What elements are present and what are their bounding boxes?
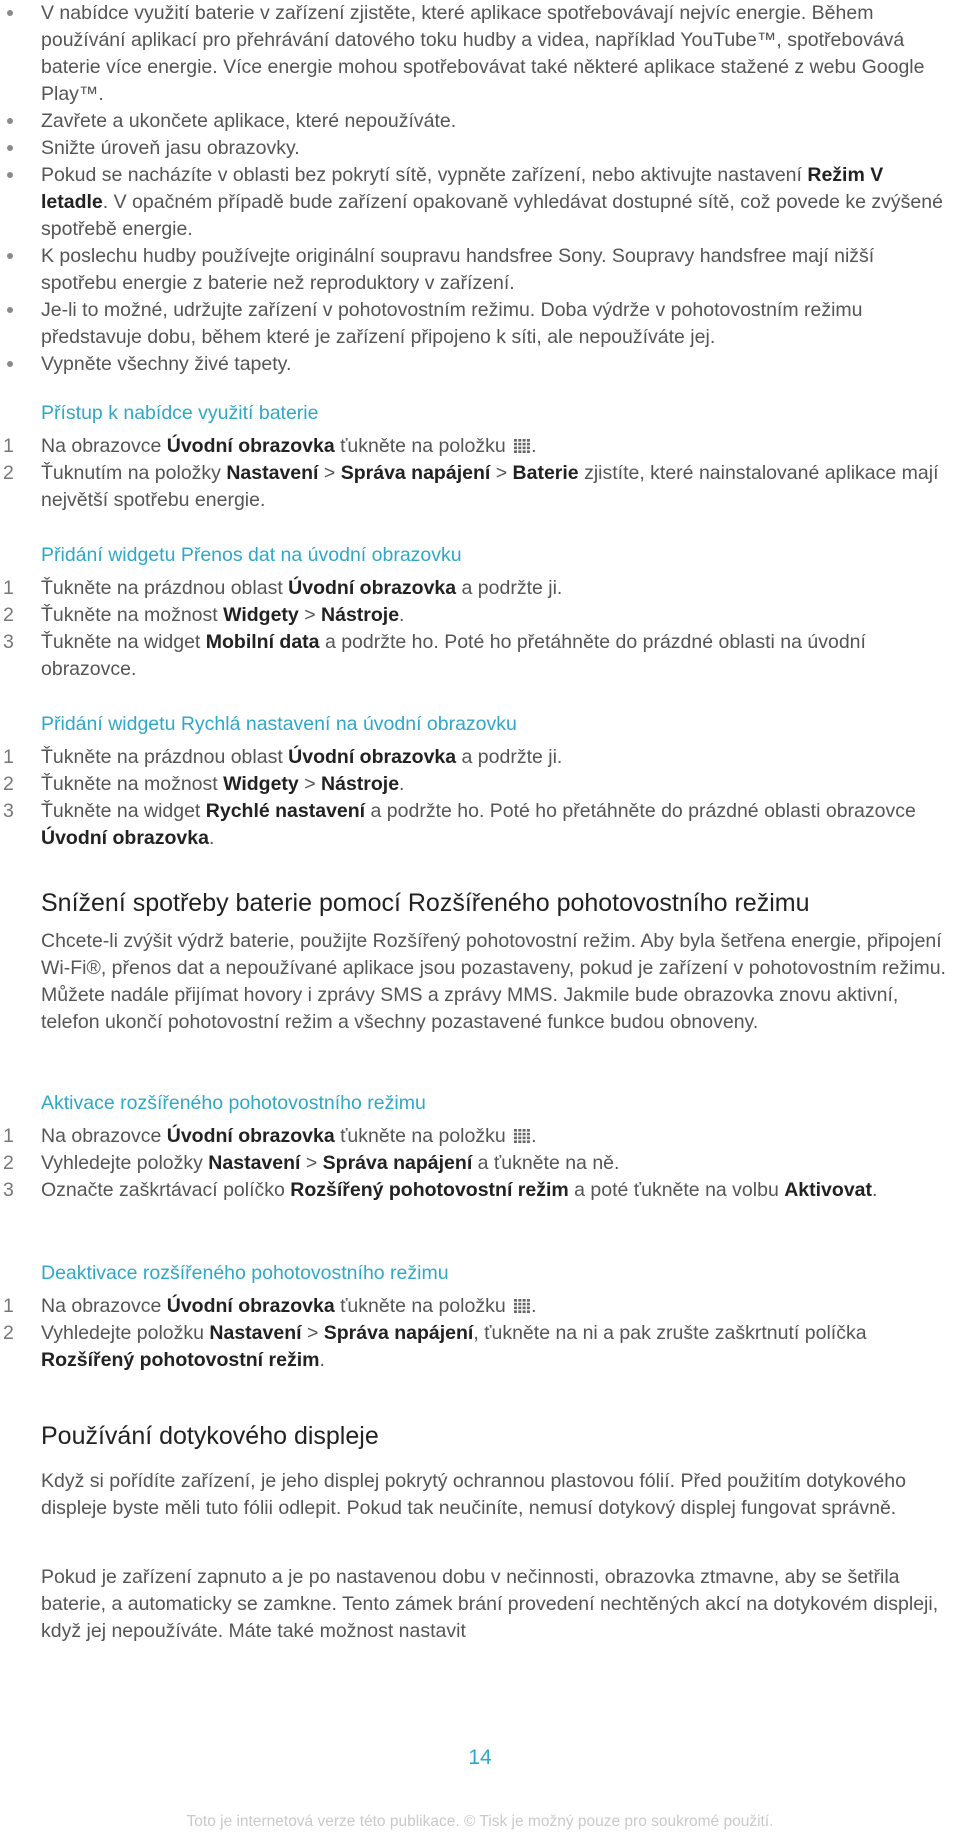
emphasized-term: Nastavení <box>226 462 319 484</box>
step-text: Na obrazovce Úvodní obrazovka ťukněte na položku . <box>41 435 537 457</box>
section-heading-activate-standby: Aktivace rozšířeného pohotovostního režimu <box>41 1092 426 1114</box>
step-number: 1 <box>3 1295 14 1317</box>
paragraph-extended-standby: Chcete-li zvýšit výdrž baterie, použijte Rozšířený pohotovostní režim. Aby byla šetřena energie, připojení Wi-Fi®, přenos dat a nepoužívané aplikace jsou pozastaveny, pokud je zařízení v pohotovostním režimu. Můžete nadále přijímat hovory i zprávy SMS a zprávy MMS. Jakmile bude obrazovka znovu aktivní, telefon ukončí pohotovostní režim a všechny pozastavené funkce budou obnoveny. <box>41 930 946 1033</box>
emphasized-term: Nástroje <box>321 604 400 626</box>
page-number: 14 <box>468 1746 492 1769</box>
emphasized-term: Nastavení <box>209 1322 302 1344</box>
step-item <box>0 771 960 798</box>
list-item-text: Vypněte všechny živé tapety. <box>41 353 292 375</box>
section-heading-quick-settings-widget: Přidání widgetu Rychlá nastavení na úvodní obrazovku <box>41 713 517 735</box>
list-item <box>0 243 960 297</box>
emphasized-term: Rychlé nastavení <box>205 800 366 822</box>
step-item <box>0 744 960 771</box>
step-number: 2 <box>3 1152 14 1174</box>
emphasized-term: Úvodní obrazovka <box>166 435 335 457</box>
step-text: Ťukněte na prázdnou oblast Úvodní obrazovka a podržte ji. <box>41 746 563 768</box>
step-text: Vyhledejte položku Nastavení > Správa napájení, ťukněte na ni a pak zrušte zaškrtnutí políčka Rozšířený pohotovostní režim. <box>41 1322 867 1371</box>
step-text: Ťukněte na widget Mobilní data a podržte ho. Poté ho přetáhněte do prázdné oblasti na úvodní obrazovce. <box>41 631 866 680</box>
step-item <box>0 1293 960 1320</box>
emphasized-term: Úvodní obrazovka <box>288 577 457 599</box>
step-text: Na obrazovce Úvodní obrazovka ťukněte na položku . <box>41 1295 537 1317</box>
paragraph-touch-display-1: Když si pořídíte zařízení, je jeho displej pokrytý ochrannou plastovou fólií. Před použitím dotykového displeje byste měli tuto fólii odlepit. Pokud tak neučiníte, nemusí dotykový displej fungovat správně. <box>41 1470 906 1519</box>
emphasized-term: Widgety <box>223 773 299 795</box>
emphasized-term: Režim V letadle <box>41 164 884 213</box>
bullet-dot-icon <box>7 118 13 124</box>
emphasized-term: Správa napájení <box>322 1152 473 1174</box>
deactivate-standby-steps <box>0 1293 960 1374</box>
step-text: Ťukněte na prázdnou oblast Úvodní obrazovka a podržte ji. <box>41 577 563 599</box>
step-number: 3 <box>3 631 14 653</box>
list-item-text: Zavřete a ukončete aplikace, které nepoužíváte. <box>41 110 457 132</box>
step-number: 2 <box>3 604 14 626</box>
list-item <box>0 297 960 351</box>
step-number: 3 <box>3 800 14 822</box>
list-item <box>0 162 960 243</box>
bullet-dot-icon <box>7 307 13 313</box>
step-item <box>0 575 960 602</box>
quick-settings-widget-steps <box>0 744 960 852</box>
emphasized-term: Úvodní obrazovka <box>41 827 209 849</box>
step-number: 1 <box>3 1125 14 1147</box>
bullet-dot-icon <box>7 145 13 151</box>
emphasized-term: Nastavení <box>208 1152 301 1174</box>
bullet-dot-icon <box>7 172 13 178</box>
emphasized-term: Baterie <box>512 462 579 484</box>
heading-extended-standby: Snížení spotřeby baterie pomocí Rozšířeného pohotovostního režimu <box>41 889 810 917</box>
step-item <box>0 1150 960 1177</box>
step-text: Ťukněte na možnost Widgety > Nástroje. <box>41 773 405 795</box>
emphasized-term: Rozšířený pohotovostní režim <box>41 1349 320 1371</box>
footer-notice: Toto je internetová verze této publikace. © Tisk je možný pouze pro soukromé použití. <box>186 1813 774 1830</box>
step-item <box>0 460 960 514</box>
step-number: 1 <box>3 577 14 599</box>
list-item-text: Je-li to možné, udržujte zařízení v pohotovostním režimu. Doba výdrže v pohotovostním režimu představuje dobu, během které je zařízení připojeno k síti, ale nepoužíváte jej. <box>41 299 863 348</box>
step-text: Označte zaškrtávací políčko Rozšířený pohotovostní režim a poté ťukněte na volbu Aktivovat. <box>41 1179 878 1201</box>
apps-grid-icon <box>513 1298 531 1314</box>
step-text: Ťukněte na možnost Widgety > Nástroje. <box>41 604 405 626</box>
emphasized-term: Rozšířený pohotovostní režim <box>290 1179 569 1201</box>
list-item <box>0 135 960 162</box>
step-number: 2 <box>3 1322 14 1344</box>
apps-grid-icon <box>513 1128 531 1144</box>
list-item-text: Pokud se nacházíte v oblasti bez pokrytí sítě, vypněte zařízení, nebo aktivujte nastavení Režim V letadle. V opačném případě bude zařízení opakovaně vyhledávat dostupné sítě, což povede ke zvýšené spotřebě energie. <box>41 164 943 240</box>
activate-standby-steps <box>0 1123 960 1204</box>
step-item <box>0 1320 960 1374</box>
emphasized-term: Mobilní data <box>205 631 320 653</box>
step-number: 3 <box>3 1179 14 1201</box>
step-item <box>0 798 960 852</box>
emphasized-term: Správa napájení <box>340 462 491 484</box>
emphasized-term: Úvodní obrazovka <box>166 1125 335 1147</box>
step-number: 1 <box>3 746 14 768</box>
data-widget-steps <box>0 575 960 683</box>
step-item <box>0 602 960 629</box>
emphasized-term: Úvodní obrazovka <box>166 1295 335 1317</box>
section-heading-deactivate-standby: Deaktivace rozšířeného pohotovostního režimu <box>41 1262 449 1284</box>
section-heading-data-widget: Přidání widgetu Přenos dat na úvodní obrazovku <box>41 544 462 566</box>
step-number: 1 <box>3 435 14 457</box>
step-text: Na obrazovce Úvodní obrazovka ťukněte na položku . <box>41 1125 537 1147</box>
heading-touch-display: Používání dotykového displeje <box>41 1422 379 1450</box>
list-item-text: V nabídce využití baterie v zařízení zjistěte, které aplikace spotřebovávají nejvíc energie. Během používání aplikací pro přehrávání datového toku hudby a videa, například YouTube™, spotřebovává baterie více energie. Více energie mohou spotřebovávat také některé aplikace stažené z webu Google Play™. <box>41 2 925 105</box>
step-item <box>0 1123 960 1150</box>
step-number: 2 <box>3 773 14 795</box>
step-number: 2 <box>3 462 14 484</box>
list-item-text: Snižte úroveň jasu obrazovky. <box>41 137 300 159</box>
battery-tips-list <box>0 0 960 378</box>
list-item <box>0 0 960 108</box>
list-item-text: K poslechu hudby používejte originální soupravu handsfree Sony. Soupravy handsfree mají nižší spotřebu energie z baterie než reproduktory v zařízení. <box>41 245 875 294</box>
emphasized-term: Aktivovat <box>784 1179 872 1201</box>
step-text: Ťuknutím na položky Nastavení > Správa napájení > Baterie zjistíte, které nainstalované aplikace mají největší spotřebu energie. <box>41 462 939 511</box>
emphasized-term: Widgety <box>223 604 299 626</box>
apps-grid-icon <box>513 438 531 454</box>
emphasized-term: Správa napájení <box>323 1322 474 1344</box>
paragraph-touch-display-2: Pokud je zařízení zapnuto a je po nastavenou dobu v nečinnosti, obrazovka ztmavne, aby se šetřila baterie, a automaticky se zamkne. Tento zámek brání provedení nechtěných akcí na dotykovém displeji, když jej nepoužíváte. Máte také možnost nastavit <box>41 1566 939 1642</box>
step-text: Ťukněte na widget Rychlé nastavení a podržte ho. Poté ho přetáhněte do prázdné oblasti obrazovce Úvodní obrazovka. <box>41 800 916 849</box>
bullet-dot-icon <box>7 253 13 259</box>
step-item <box>0 433 960 460</box>
list-item <box>0 351 960 378</box>
emphasized-term: Nástroje <box>321 773 400 795</box>
step-text: Vyhledejte položky Nastavení > Správa napájení a ťukněte na ně. <box>41 1152 620 1174</box>
section-heading-battery-usage: Přístup k nabídce využití baterie <box>41 402 319 424</box>
bullet-dot-icon <box>7 10 13 16</box>
step-item <box>0 629 960 683</box>
battery-usage-steps <box>0 433 960 514</box>
step-item <box>0 1177 960 1204</box>
list-item <box>0 108 960 135</box>
emphasized-term: Úvodní obrazovka <box>288 746 457 768</box>
bullet-dot-icon <box>7 361 13 367</box>
